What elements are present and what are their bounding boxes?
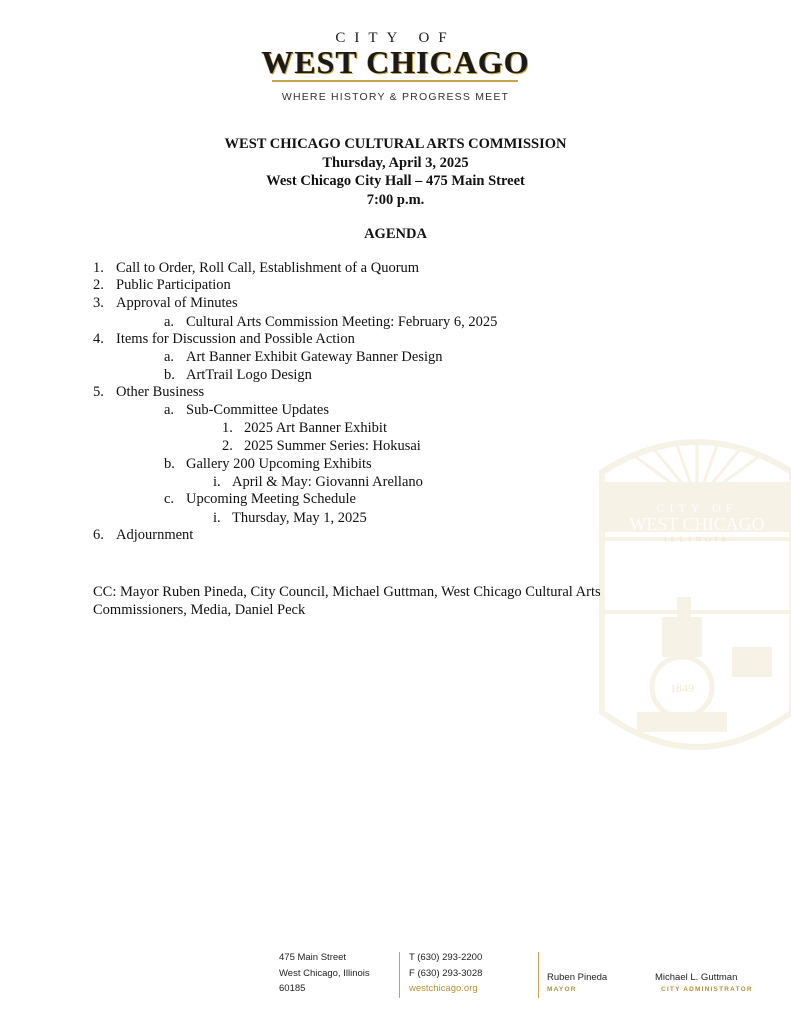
agenda-subsubitem xyxy=(213,510,367,527)
meeting-date: Thursday, April 3, 2025 xyxy=(322,154,469,171)
item-text: Art Banner Exhibit Gateway Banner Design xyxy=(186,349,443,365)
seal-text-west-chicago: WEST CHICAGO xyxy=(629,514,765,534)
administrator-title: CITY ADMINISTRATOR xyxy=(661,986,753,993)
website-link[interactable]: westchicago.org xyxy=(409,983,478,994)
agenda-subsubitem xyxy=(222,420,387,437)
agenda-item xyxy=(93,260,419,277)
address-zip: 60185 xyxy=(279,983,306,994)
footer-address xyxy=(279,950,370,997)
item-letter: a. xyxy=(164,402,175,418)
item-text: Thursday, May 1, 2025 xyxy=(232,510,367,526)
agenda-item xyxy=(93,527,193,544)
agenda-heading: AGENDA xyxy=(364,226,427,242)
mayor-title: MAYOR xyxy=(547,986,577,993)
logo-tagline: WHERE HISTORY & PROGRESS MEET xyxy=(281,91,510,103)
address-city: West Chicago, Illinois xyxy=(279,967,370,979)
item-letter: c. xyxy=(164,491,175,507)
item-letter: a. xyxy=(164,314,175,330)
item-text: 2025 Summer Series: Hokusai xyxy=(244,438,421,454)
item-text: Items for Discussion and Possible Action xyxy=(116,331,355,347)
item-text: ArtTrail Logo Design xyxy=(186,367,312,383)
item-letter: b. xyxy=(164,367,175,383)
cc-line: CC: Mayor Ruben Pineda, City Council, Michael Guttman, West Chicago Cultural Arts Commissioners, Media, Daniel Peck xyxy=(93,584,601,618)
item-text: Call to Order, Roll Call, Establishment of a Quorum xyxy=(116,260,420,276)
footer-divider xyxy=(399,952,400,998)
item-numeral: i. xyxy=(213,510,221,526)
item-letter: b. xyxy=(164,456,175,472)
item-text: Sub-Committee Updates xyxy=(186,402,329,418)
item-text: Other Business xyxy=(116,384,205,400)
item-number: 1. xyxy=(222,420,233,436)
agenda-subitem xyxy=(164,367,312,384)
agenda-item xyxy=(93,277,231,294)
fax-number: F (630) 293-3028 xyxy=(409,967,483,979)
agenda-subitem xyxy=(164,349,443,366)
item-letter: a. xyxy=(164,349,175,365)
meeting-time: 7:00 p.m. xyxy=(366,191,425,208)
item-text: Public Participation xyxy=(116,277,231,293)
item-number: 2. xyxy=(93,277,104,293)
footer-mayor xyxy=(547,972,607,996)
agenda-subitem xyxy=(164,491,356,508)
agenda-subsubitem xyxy=(213,474,423,491)
meeting-location: West Chicago City Hall – 475 Main Street xyxy=(266,173,525,189)
item-text: Approval of Minutes xyxy=(116,295,238,311)
seal-text-city-of: CITY OF xyxy=(656,501,738,515)
logo-divider xyxy=(272,80,518,82)
item-text: 2025 Art Banner Exhibit xyxy=(244,420,387,436)
item-text: April & May: Giovanni Arellano xyxy=(232,474,423,490)
item-numeral: i. xyxy=(213,474,221,490)
item-text: Upcoming Meeting Schedule xyxy=(186,491,356,507)
footer-administrator xyxy=(655,972,753,996)
item-number: 3. xyxy=(93,295,104,311)
item-number: 6. xyxy=(93,527,104,543)
meeting-header xyxy=(0,135,791,209)
seal-text-year: 1849 xyxy=(670,681,694,695)
logo-city-of: CITY OF xyxy=(335,30,456,46)
agenda-subitem xyxy=(164,314,497,331)
mayor-name: Ruben Pineda xyxy=(547,972,608,983)
agenda-item xyxy=(93,295,238,312)
item-number: 4. xyxy=(93,331,104,347)
footer-contact xyxy=(409,950,482,997)
agenda-subsubitem xyxy=(222,438,421,455)
logo-west-chicago: WEST CHICAGO xyxy=(261,44,530,80)
footer xyxy=(0,950,791,1010)
agenda-subitem xyxy=(164,402,329,419)
meeting-title: WEST CHICAGO CULTURAL ARTS COMMISSION xyxy=(224,136,567,152)
agenda-item xyxy=(93,384,204,401)
item-number: 2. xyxy=(222,438,233,454)
agenda-subitem xyxy=(164,456,372,473)
item-text: Gallery 200 Upcoming Exhibits xyxy=(186,456,372,472)
item-text: Adjournment xyxy=(116,527,194,543)
item-number: 1. xyxy=(93,260,104,276)
administrator-name: Michael L. Guttman xyxy=(655,972,738,983)
agenda-item xyxy=(93,331,355,348)
item-text: Cultural Arts Commission Meeting: February 6, 2025 xyxy=(186,314,498,330)
phone-number: T (630) 293-2200 xyxy=(409,952,483,963)
address-street: 475 Main Street xyxy=(279,952,347,963)
seal-text-illinois: ILLINOIS xyxy=(664,535,730,544)
item-number: 5. xyxy=(93,384,104,400)
footer-divider xyxy=(538,952,539,998)
